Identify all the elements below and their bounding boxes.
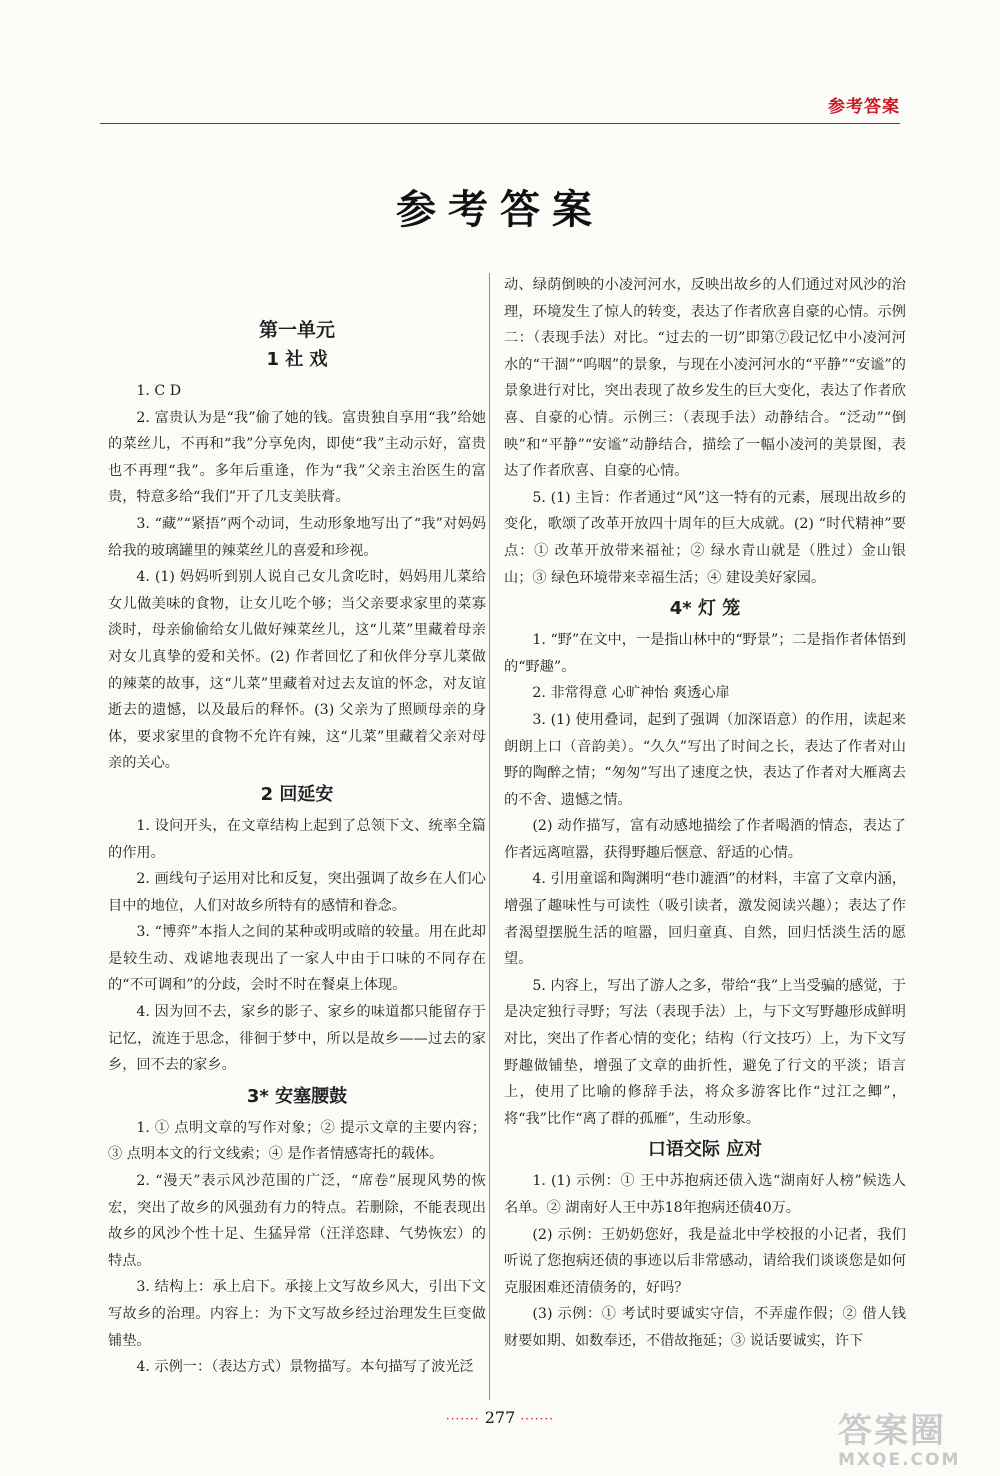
answer-continuation: 动、绿荫倒映的小凌河河水，反映出故乡的人们通过对风沙的治理，环境发生了惊人的转变，表达了作者欣喜自豪的心情。示例二：（表现手法）对比。“过去的一切”即第⑦段记忆中小凌河河水的“干涸”“呜咽”的景象，与现在小凌河河水的“平静”“安谧”的景象进行对比，突出表现了故乡发生的巨大变化，表达了作者欣喜、自豪的心情。示例三：（表现手法）动静结合。“泛动”“倒映”和“平静”“安谧”动静结合，描绘了一幅小凌河的美景图，表达了作者欣喜、自豪的心情。 [504, 277, 906, 480]
lesson-title-2: 2 回延安 [260, 783, 334, 805]
answer-item: 3. 结构上：承上启下。承接上文写故乡风大，引出下文写故乡的治理。内容上：为下文写故乡经过治理发生巨变做铺垫。 [108, 1279, 486, 1349]
left-column [108, 318, 486, 1381]
answer-item: 1. “野”在文中，一是指山林中的“野景”；二是指作者体悟到的“野趣”。 [504, 632, 906, 675]
answer-item: 1. (1) 示例：① 王中苏抱病还债入选“湖南好人榜”候选人名单。② 湖南好人王中苏18年抱病还债40万。 [504, 1173, 906, 1216]
answer-item: 1. 设问开头，在文章结构上起到了总领下文、统率全篇的作用。 [108, 817, 486, 861]
lesson-title-1: 1 社 戏 [266, 349, 328, 370]
answer-item: 5. 内容上，写出了游人之多，带给“我”上当受骗的感觉，于是决定独行寻野；写法（表现手法）上，与下文写野趣形成鲜明对比，突出了作者心情的变化；结构（行文技巧）上，为下文写野趣做铺垫，增强了文章的曲折性，避免了行文的平淡；语言上，使用了比喻的修辞手法，将众多游客比作“过江之鲫”，将“我”比作“离了群的孤雁”，生动形象。 [504, 977, 906, 1127]
watermark-top: 答案圈 [838, 1411, 946, 1451]
lesson-title-oral: 口语交际 应对 [647, 1139, 763, 1161]
lesson-title-3: 3* 安塞腰鼓 [246, 1085, 348, 1107]
page-title: 参考答案 [396, 187, 604, 233]
answer-item: 1. C D [136, 383, 182, 399]
answer-item: 2. 非常得意 心旷神怡 爽透心扉 [532, 685, 730, 702]
answer-item: 2. 画线句子运用对比和反复，突出强调了故乡在人们心目中的地位，人们对故乡所特有的感情和眷念。 [108, 871, 486, 914]
answer-item: 2. “漫天”表示风沙范围的广泛，“席卷”展现风势的恢宏，突出了故乡的风强劲有力的特点。若删除，不能表现出故乡的风沙个性十足、生猛异常（汪洋恣肆、气势恢宏）的特点。 [108, 1173, 486, 1269]
answer-item: 5. (1) 主旨：作者通过“风”这一特有的元素，展现出故乡的变化，歌颂了改革开放四十周年的巨大成就。(2) “时代精神”要点：① 改革开放带来福祉；② 绿水青山就是（胜过）金山银山；③ 绿色环境带来幸福生活；④ 建设美好家园。 [504, 489, 906, 586]
answer-item: 1. ① 点明文章的写作对象；② 提示文章的主要内容；③ 点明本文的行文线索；④ 是作者情感寄托的载体。 [108, 1119, 486, 1163]
answer-item: (3) 示例：① 考试时要诚实守信，不弄虚作假；② 借人钱财要如期、如数奉还，不借故拖延；③ 说话要诚实，许下 [504, 1306, 906, 1349]
lesson-title-4: 4* 灯 笼 [669, 598, 741, 620]
page-number-value: 277 [484, 1408, 516, 1427]
answer-item: 2. 富贵认为是“我”偷了她的钱。富贵独自享用“我”给她的菜丝儿，不再和“我”分享免肉，即使“我”主动示好，富贵也不再理“我”。多年后重逢，作为“我”父亲主治医生的富贵，特意多给“我们”开了几支美肤膏。 [108, 409, 486, 506]
answer-item: 4. 示例一：（表达方式）景物描写。本句描写了波光泛 [136, 1359, 474, 1376]
answer-item: 4. 引用童谣和陶渊明“巷巾漉酒”的材料，丰富了文章内涵，增强了趣味性与可读性（吸引读者，激发阅读兴趣）；表达了作者渴望摆脱生活的喧嚣，回归童真、自然，回归恬淡生活的愿望。 [504, 871, 906, 968]
answer-item: 4. 因为回不去，家乡的影子、家乡的味道都只能留存于记忆，流连于思念，徘徊于梦中，所以是故乡——过去的家乡，回不去的家乡。 [108, 1004, 486, 1074]
answer-item: 3. “博弈”本指人之间的某种或明或暗的较量。用在此却是较生动、戏谑地表现出了一家人中由于口味的不同存在的“不可调和”的分歧，会时不时在餐桌上体现。 [108, 924, 486, 994]
answer-item: 3. (1) 使用叠词，起到了强调（加深语意）的作用，读起来朗朗上口（音韵美）。“久久”写出了时间之长，表达了作者对山野的陶醉之情；“匆匆”写出了速度之快，表达了作者对大雁离去的不舍、遗憾之情。 [504, 711, 906, 808]
page-dots-left: ······· [445, 1412, 480, 1426]
answer-item: (2) 示例：王奶奶您好，我是益北中学校报的小记者，我们听说了您抱病还债的事迹以后非常感动，请给我们谈谈您是如何克服困难还清债务的，好吗？ [504, 1226, 906, 1296]
watermark-logo [838, 1412, 978, 1472]
answer-item: 4. (1) 妈妈听到别人说自己女儿贪吃时，妈妈用儿菜给女儿做美味的食物，让女儿吃个够；当父亲要求家里的菜寡淡时，母亲偷偷给女儿做好辣菜丝儿，这“儿菜”里藏着母亲对女儿真挚的爱和关怀。(2) 作者回忆了和伙伴分享儿菜做的辣菜的故事，这“儿菜”里藏着对过去友谊的怀念，对友谊逝去的遗憾，以及最后的释怀。(3) 父亲为了照顾母亲的身体，要求家里的食物不允许有辣，这“儿菜”里藏着父亲对母亲的关心。 [108, 569, 486, 772]
unit-title: 第一单元 [258, 319, 335, 341]
header-rule [100, 123, 900, 124]
section-label: 参考答案 [828, 97, 900, 117]
page-dots-right: ······· [520, 1412, 555, 1426]
right-column [504, 272, 906, 1355]
watermark-bottom: MXQE.COM [838, 1450, 961, 1470]
answer-item: 3. “藏”“紧捂”两个动词，生动形象地写出了“我”对妈妈给我的玻璃罐里的辣菜丝儿的喜爱和珍视。 [108, 515, 486, 559]
column-divider [489, 273, 490, 1400]
answer-item: (2) 动作描写，富有动感地描绘了作者喝酒的情态，表达了作者远离喧嚣，获得野趣后惬意、舒适的心情。 [504, 818, 906, 861]
